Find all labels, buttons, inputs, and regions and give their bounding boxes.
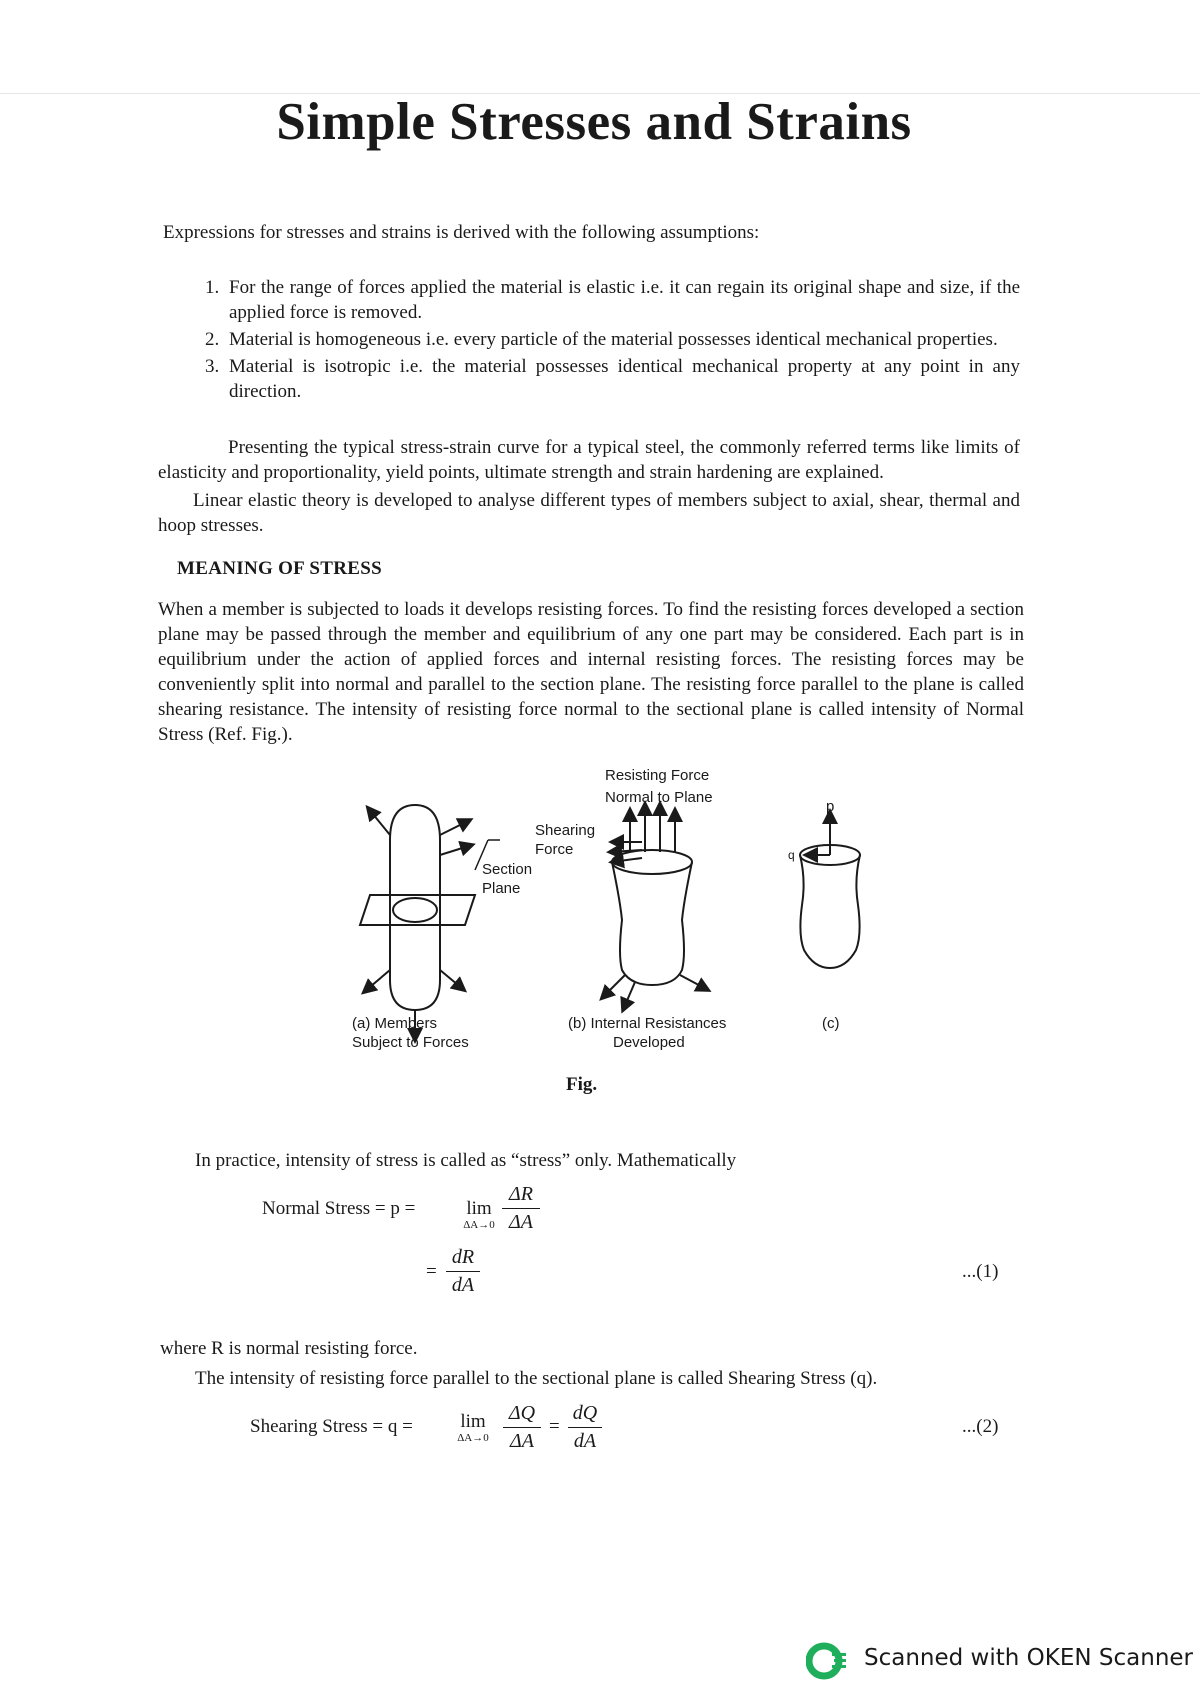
normal-stress-lhs: Normal Stress = p = — [262, 1198, 416, 1219]
fraction-numerator: ΔQ — [503, 1402, 541, 1428]
label-resisting-force: Resisting Force — [605, 767, 710, 784]
label-b-line2: Developed — [613, 1034, 685, 1051]
meaning-of-stress-paragraph: When a member is subjected to loads it develops resisting forces. To find the resisting forces developed a section plane may be passed through the member and equilibrium of any one part may be considered. Each part is in equilibrium under the action of applied forces and internal resisting forces. The resisting forces may be conveniently split into normal and parallel to the section plane. The resisting force parallel to the plane is called shearing resistance. The intensity of resisting force normal to the sectional plane is called intensity of Normal Stress (Ref. Fig.). — [158, 599, 1024, 745]
oken-logo-icon — [806, 1641, 850, 1681]
fraction-denominator: ΔA — [510, 1430, 534, 1452]
fraction-numerator: dR — [446, 1246, 480, 1272]
lim-subscript: ΔA→0 — [463, 1219, 495, 1231]
equation-number-2: ...(2) — [962, 1416, 999, 1437]
linear-elastic-paragraph: Linear elastic theory is developed to analyse different types of members subject to axial, shear, thermal and hoop stresses. — [158, 490, 1020, 536]
normal-stress-derivative — [446, 1246, 480, 1297]
lim-text: lim — [466, 1198, 492, 1219]
page-title: Simple Stresses and Strains — [276, 93, 912, 151]
section-heading: MEANING OF STRESS — [177, 558, 382, 579]
equation-number-1: ...(1) — [962, 1261, 999, 1282]
lim-subscript: ΔA→0 — [457, 1432, 489, 1444]
practice-paragraph: In practice, intensity of stress is called as “stress” only. Mathematically — [195, 1150, 737, 1171]
shearing-stress-equals: = — [549, 1416, 560, 1437]
label-shearing: Shearing — [535, 822, 596, 839]
label-plane: Plane — [482, 880, 521, 897]
assumptions-list — [205, 275, 1020, 406]
list-item — [205, 327, 1020, 352]
lim-text: lim — [460, 1411, 486, 1432]
normal-stress-fraction — [502, 1183, 540, 1234]
fraction-denominator: ΔA — [509, 1211, 533, 1233]
fraction-numerator: ΔR — [502, 1183, 540, 1209]
list-number: 2. — [205, 329, 220, 350]
figure-caption: Fig. — [566, 1074, 598, 1095]
shearing-stress-fraction — [503, 1402, 541, 1453]
stress-figure — [330, 760, 890, 1060]
fraction-numerator: dQ — [568, 1402, 602, 1428]
list-item — [205, 275, 1020, 325]
list-number: 1. — [205, 277, 220, 298]
label-section: Section — [482, 861, 533, 878]
list-number: 3. — [205, 356, 220, 377]
label-force: Force — [535, 841, 574, 858]
normal-stress-limit — [454, 1198, 504, 1231]
list-text: For the range of forces applied the material is elastic i.e. it can regain its original shape and size, if the applied force is removed. — [229, 277, 1020, 323]
shearing-intro-paragraph: The intensity of resisting force parallel to the sectional plane is called Shearing Stress (q). — [195, 1368, 878, 1389]
shearing-stress-derivative — [568, 1402, 602, 1453]
intro-paragraph: Expressions for stresses and strains is derived with the following assumptions: — [163, 222, 760, 243]
member-a-drawing — [360, 805, 475, 1040]
stress-strain-paragraph: Presenting the typical stress-strain curve for a typical steel, the commonly referred terms like limits of elasticity and proportionality, yield points, ultimate strength and strain hardening are explained. — [158, 437, 1020, 483]
label-normal-to-plane: Normal to Plane — [605, 789, 713, 806]
shearing-stress-lhs: Shearing Stress = q = — [250, 1416, 413, 1437]
label-p: p — [826, 798, 835, 815]
label-b-line1: (b) Internal Resistances — [568, 1015, 727, 1032]
list-item — [205, 354, 1020, 404]
fraction-denominator: dA — [573, 1430, 597, 1452]
label-c: (c) — [822, 1015, 840, 1032]
list-text: Material is isotropic i.e. the material possesses identical mechanical property at any point in any direction. — [229, 356, 1020, 402]
scanner-text: Scanned with OKEN Scanner — [864, 1645, 1193, 1671]
label-q: q — [788, 848, 795, 862]
normal-stress-equals: = — [426, 1261, 437, 1282]
element-c-drawing — [800, 812, 860, 968]
fraction-denominator: dA — [451, 1274, 475, 1296]
shearing-stress-limit — [448, 1411, 498, 1444]
list-text: Material is homogeneous i.e. every particle of the material possesses identical mechanical properties. — [229, 329, 998, 350]
label-a-line2: Subject to Forces — [352, 1034, 469, 1051]
label-a-line1: (a) Members — [352, 1015, 438, 1032]
member-b-drawing — [602, 804, 708, 1010]
where-r-paragraph: where R is normal resisting force. — [160, 1338, 418, 1359]
